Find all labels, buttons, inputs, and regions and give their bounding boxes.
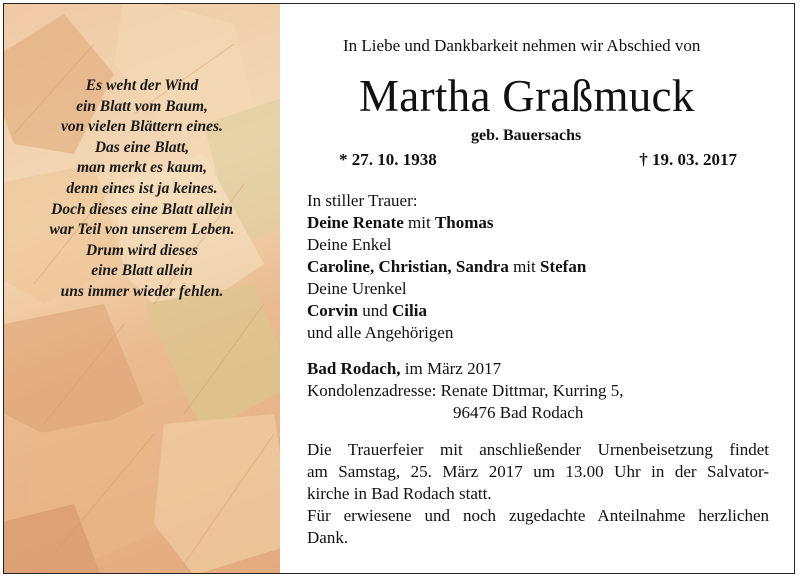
obituary-notice xyxy=(3,3,795,574)
poem-line: eine Blatt allein xyxy=(91,262,193,280)
poem-line: ein Blatt vom Baum, xyxy=(76,97,208,115)
mourner-name: Stefan xyxy=(540,257,587,276)
mourner-line xyxy=(307,212,586,234)
relatives-line: und alle Angehörigen xyxy=(307,323,454,342)
condolence-address-city: 96476 Bad Rodach xyxy=(453,403,584,422)
poem-line: Drum wird dieses xyxy=(86,241,198,259)
mourner-name: Corvin xyxy=(307,301,358,320)
place-and-address xyxy=(307,358,624,424)
poem-line: Doch dieses eine Blatt allein xyxy=(51,200,233,218)
poem-line: Es weht der Wind xyxy=(85,77,199,94)
mourner-name: Cilia xyxy=(392,301,427,320)
joiner-text: mit xyxy=(508,257,540,276)
town-name: Bad Rodach, xyxy=(307,359,401,378)
joiner-text: mit xyxy=(403,213,435,232)
thanks-line: Dank. xyxy=(307,528,349,547)
mourner-name: Thomas xyxy=(434,213,494,232)
notice-date: im März 2017 xyxy=(400,359,502,378)
mourner-name: Caroline, Christian, Sandra xyxy=(307,257,509,276)
born-name: geb. Bauersachs xyxy=(471,127,582,144)
grandchildren-label: Deine Enkel xyxy=(307,235,392,254)
mourner-line xyxy=(307,256,586,278)
poem-line: Das eine Blatt, xyxy=(94,138,190,156)
ceremony-line: Die Trauerfeier mit anschließender Urnenbeisetzung findet xyxy=(307,440,769,459)
poem-line: man merkt es kaum, xyxy=(76,159,208,177)
great-grandchildren-label: Deine Urenkel xyxy=(307,279,407,298)
ceremony-line: kirche in Bad Rodach statt. xyxy=(307,484,492,503)
mourner-line xyxy=(307,300,586,322)
place-date-line xyxy=(307,358,624,380)
deceased-name: Martha Graßmuck xyxy=(359,71,695,121)
birth-date: * 27. 10. 1938 xyxy=(339,150,437,169)
poem-line: uns immer wieder fehlen. xyxy=(60,282,224,300)
joiner-text: und xyxy=(358,301,392,320)
death-date: † 19. 03. 2017 xyxy=(639,150,737,169)
poem-line: von vielen Blättern eines. xyxy=(61,118,223,136)
poem-line: war Teil von unserem Leben. xyxy=(49,221,235,239)
ceremony-line: am Samstag, 25. März 2017 um 13.00 Uhr in der Salvator- xyxy=(307,462,769,481)
autumn-leaves-panel xyxy=(4,4,280,573)
intro-text: In Liebe und Dankbarkeit nehmen wir Abschied von xyxy=(343,36,701,55)
ceremony-info xyxy=(307,439,769,549)
thanks-line: Für erwiesene und noch zugedachte Anteilnahme herzlichen xyxy=(307,506,769,525)
mourners-list xyxy=(307,190,586,344)
poem xyxy=(4,76,280,303)
mourners-heading: In stiller Trauer: xyxy=(307,191,418,210)
mourner-name: Deine Renate xyxy=(307,213,404,232)
condolence-address: Kondolenzadresse: Renate Dittmar, Kurring 5, xyxy=(307,381,624,400)
poem-line: denn eines ist ja keines. xyxy=(66,179,218,197)
